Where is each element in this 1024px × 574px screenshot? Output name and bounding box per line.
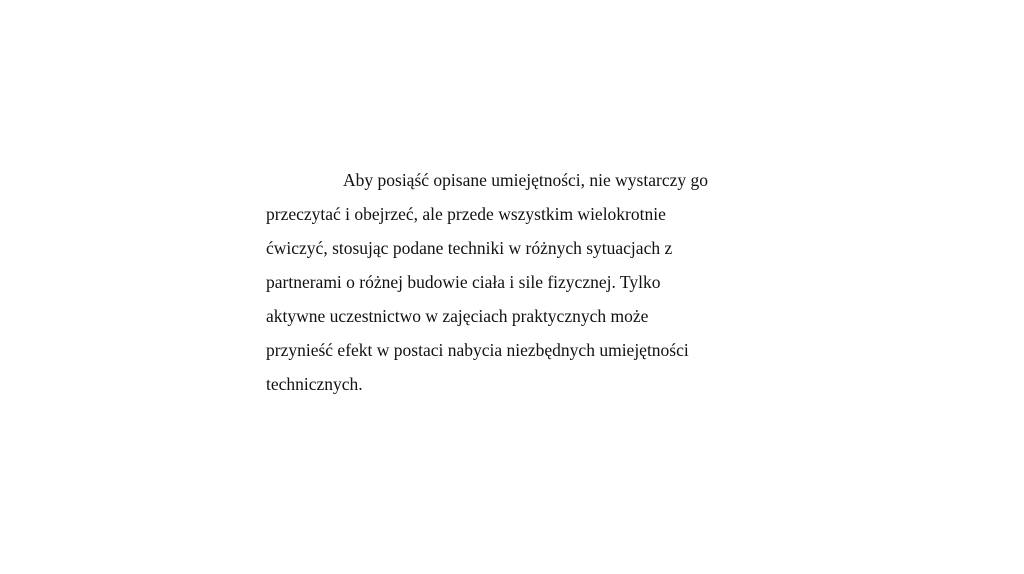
body-paragraph <box>266 163 766 401</box>
paragraph-line-1: Aby posiąść opisane umiejętności, nie wystarczy go <box>343 170 708 190</box>
paragraph-line-2: przeczytać i obejrzeć, ale przede wszystkim wielokrotnie <box>266 204 666 224</box>
paragraph-line-3: ćwiczyć, stosując podane techniki w różnych sytuacjach z <box>266 238 673 258</box>
paragraph-line-7: technicznych. <box>266 374 363 394</box>
paragraph-line-6: przynieść efekt w postaci nabycia niezbędnych umiejętności <box>266 340 689 360</box>
paragraph-line-5: aktywne uczestnictwo w zajęciach praktycznych może <box>266 306 649 326</box>
paragraph-line-4: partnerami o różnej budowie ciała i sile fizycznej. Tylko <box>266 272 661 292</box>
